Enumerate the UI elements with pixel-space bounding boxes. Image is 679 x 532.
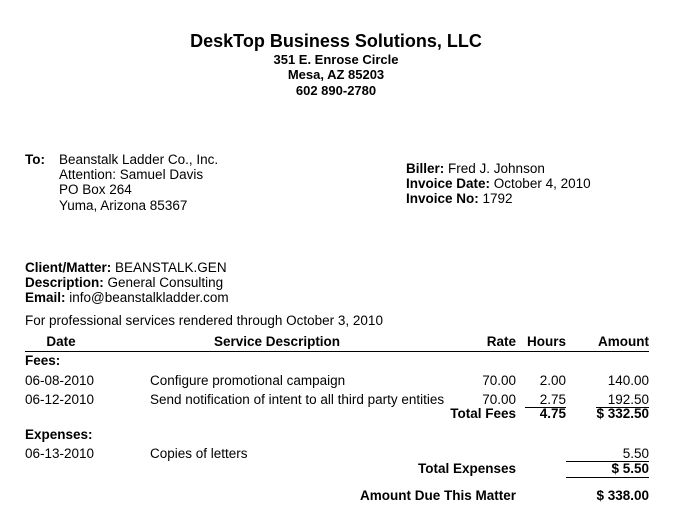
expense-amount: 5.50 <box>622 446 649 461</box>
fee-description: Configure promotional campaign <box>150 373 346 388</box>
header-divider <box>25 351 649 352</box>
column-header-date: Date <box>46 334 76 349</box>
expenses-heading: Expenses: <box>25 427 93 442</box>
to-label: To: <box>25 152 45 167</box>
fee-date: 06-12-2010 <box>25 392 95 407</box>
column-header-hours: Hours <box>526 334 566 349</box>
invoice-no-value: 1792 <box>482 191 513 206</box>
column-header-amount: Amount <box>598 334 649 349</box>
fee-amount: 192.50 <box>607 392 649 407</box>
total-fees-label: Total Fees <box>450 406 516 421</box>
invoice-date-line <box>406 176 591 191</box>
expense-date: 06-13-2010 <box>25 446 95 461</box>
expense-description: Copies of letters <box>150 446 248 461</box>
biller-label: Biller: <box>406 161 445 176</box>
total-expenses-rule <box>566 477 649 478</box>
biller-line <box>406 161 545 176</box>
column-header-rate: Rate <box>486 334 516 349</box>
email-label: Email: <box>25 290 66 305</box>
email-line <box>25 290 229 305</box>
total-fees-amount: $ 332.50 <box>596 406 649 421</box>
email-value: info@beanstalkladder.com <box>69 290 229 305</box>
fee-rate: 70.00 <box>482 392 516 407</box>
total-fees-hours: 4.75 <box>539 406 566 421</box>
description-label: Description: <box>25 275 104 290</box>
fee-hours: 2.00 <box>539 373 566 388</box>
column-header-description: Service Description <box>214 334 341 349</box>
company-name: DeskTop Business Solutions, LLC <box>190 31 482 51</box>
to-line: Attention: Samuel Davis <box>59 167 204 182</box>
description-line <box>25 275 223 290</box>
biller-value: Fred J. Johnson <box>448 161 545 176</box>
client-matter-line <box>25 260 227 275</box>
company-street: 351 E. Enrose Circle <box>273 52 399 67</box>
total-expenses-label: Total Expenses <box>417 461 516 476</box>
company-city: Mesa, AZ 85203 <box>287 67 385 82</box>
description-value: General Consulting <box>107 275 224 290</box>
fee-date: 06-08-2010 <box>25 373 95 388</box>
to-line: PO Box 264 <box>59 182 132 197</box>
invoice-no-label: Invoice No: <box>406 191 479 206</box>
invoice-date-value: October 4, 2010 <box>493 176 591 191</box>
amount-due-value: $ 338.00 <box>596 488 649 503</box>
total-expenses-amount: $ 5.50 <box>611 461 649 476</box>
fee-rate: 70.00 <box>482 373 516 388</box>
amount-due-label: Amount Due This Matter <box>359 488 516 503</box>
fee-hours: 2.75 <box>539 392 566 407</box>
to-line: Beanstalk Ladder Co., Inc. <box>59 152 219 167</box>
client-matter-value: BEANSTALK.GEN <box>115 260 227 275</box>
services-note: For professional services rendered through October 3, 2010 <box>25 313 383 328</box>
fee-amount: 140.00 <box>607 373 649 388</box>
company-phone: 602 890-2780 <box>295 83 377 98</box>
invoice-no-line <box>406 191 513 206</box>
client-matter-label: Client/Matter: <box>25 260 112 275</box>
to-line: Yuma, Arizona 85367 <box>59 198 188 213</box>
fee-description: Send notification of intent to all third party entities <box>150 392 445 407</box>
fees-heading: Fees: <box>25 353 61 368</box>
invoice-date-label: Invoice Date: <box>406 176 491 191</box>
